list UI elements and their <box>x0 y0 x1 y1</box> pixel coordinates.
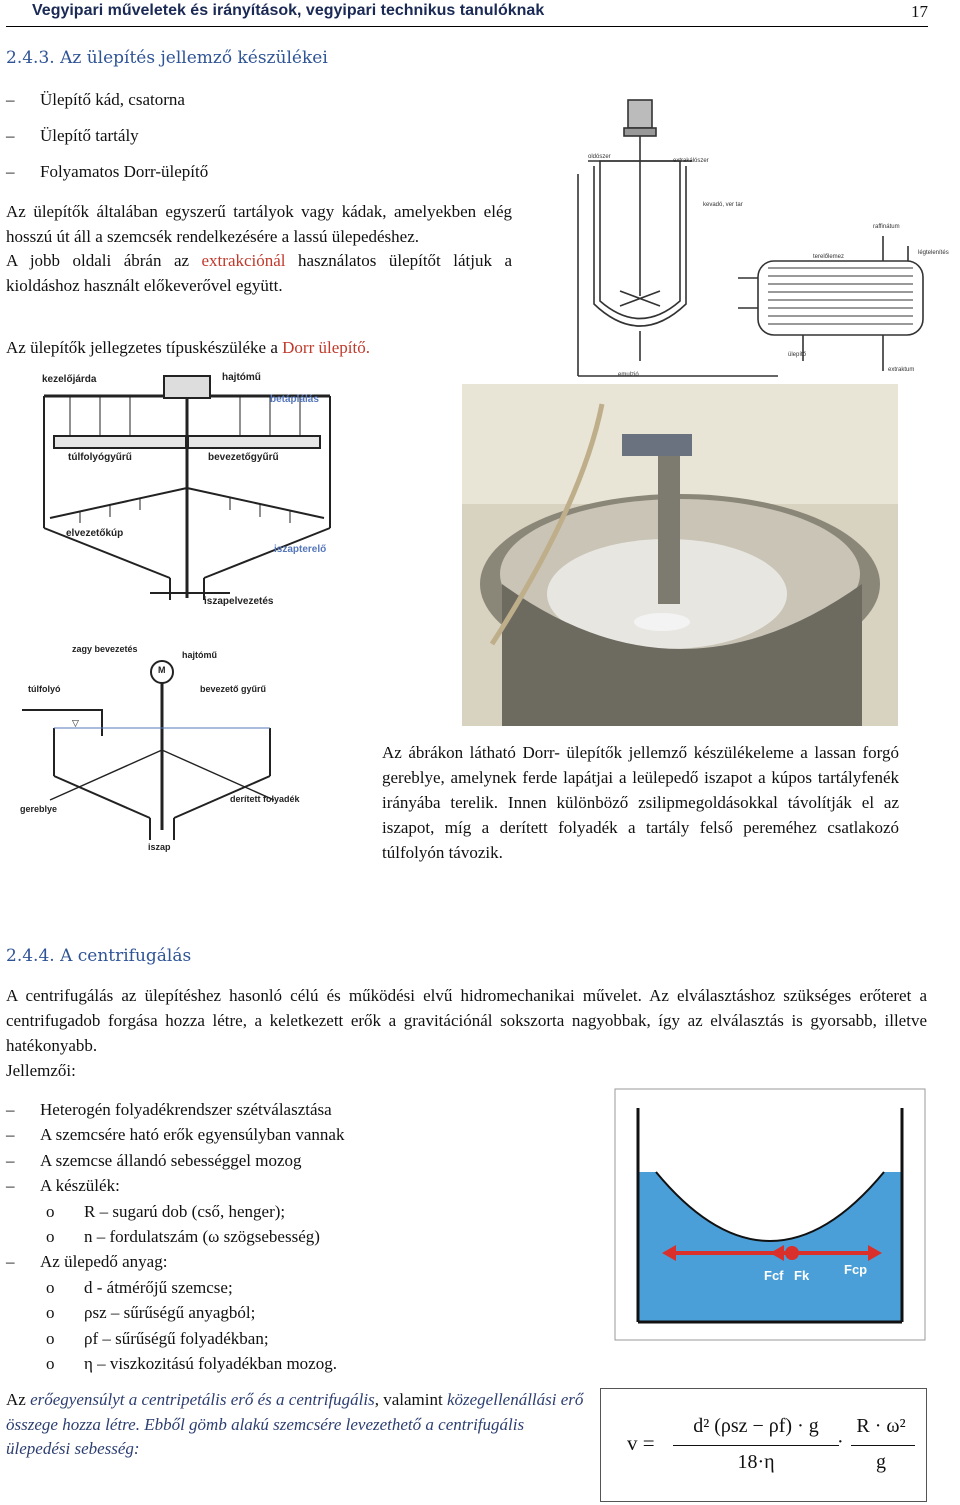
diagram-label: terelőlemez <box>813 254 845 260</box>
sedimentation-velocity-formula <box>600 1388 927 1502</box>
list-marker: o <box>46 1303 55 1323</box>
formula-dot: · <box>837 1431 844 1453</box>
list-item: – Az ülepedő anyag: <box>6 1249 606 1274</box>
formula-numerator-2: R · ω² <box>856 1415 906 1437</box>
list-item: – A készülék: <box>6 1173 606 1198</box>
diagram-label: ülepítő <box>788 352 807 358</box>
settler-photo <box>462 384 898 726</box>
list-item: o R – sugarú dob (cső, henger); <box>6 1199 606 1224</box>
list-marker: o <box>46 1277 55 1297</box>
paragraph-settlers: Az ülepítők általában egyszerű tartályok vagy kádak, amelyekben elég hosszú út áll a szemcsék rendelkezésére a lassú ülepedéshez. <box>6 202 512 246</box>
diagram-label: raffinátum <box>873 224 900 230</box>
italic-text: közegellenállási erő összege hozza létre. Ebből gömb alakú szemcsére levezethető a centrifugális ülepedési sebesség: <box>6 1390 584 1458</box>
label-iszap: iszap <box>148 842 171 852</box>
force-label-fk: Fk <box>794 1268 810 1283</box>
label-tulfolyo: túlfolyó <box>28 684 61 694</box>
label-kezelojarda: kezelőjárda <box>42 374 97 385</box>
header-title: Vegyipari műveletek és irányítások, vegyipari technikus tanulóknak <box>32 2 545 19</box>
label-zagy-bevezetes: zagy bevezetés <box>72 644 138 654</box>
dorr-settler-diagram-2 <box>10 640 340 862</box>
force-label-fcf: Fcf <box>764 1268 784 1283</box>
running-header <box>6 0 928 27</box>
list-item: – A szemcsére ható erők egyensúlyban vannak <box>6 1122 606 1147</box>
list-item: – Folyamatos Dorr-ülepítő <box>6 159 526 184</box>
fraction-bar <box>673 1445 839 1446</box>
list-item: o ρf – sűrűségű folyadékban; <box>6 1326 606 1351</box>
list-item: – A szemcse állandó sebességgel mozog <box>6 1148 606 1173</box>
label-jellemzoi: Jellemzői: <box>6 1061 76 1080</box>
list-marker: o <box>46 1227 55 1247</box>
diagram-label: emulzió <box>618 372 639 378</box>
label-bevezetogyuru: bevezetőgyűrű <box>208 452 279 463</box>
list-item: – Ülepítő tartály <box>6 123 526 148</box>
formula-numerator: d² (ρsz − ρf) · g <box>693 1415 819 1437</box>
list-item: – Ülepítő kád, csatorna <box>6 87 526 112</box>
label-hajtomu-2: hajtómű <box>182 650 217 660</box>
formula-lhs: v = <box>627 1431 655 1455</box>
paragraph-centrifugation: A centrifugálás az ülepítéshez hasonló célú és működési elvű hidromechanikai művelet. Az elválasztáshoz szükséges erőteret a centrifugadob forgása hozza létre, a keletkezett erők a gravitációnál sokszorta nagyobbak, így az elválasztás is gyorsabb, illetve hatékonyabb. <box>6 986 927 1055</box>
italic-text: erőegyensúlyt a centripetális erő és a centrifugális <box>30 1390 375 1409</box>
label-deritett-folyadek: derített folyadék <box>230 794 300 804</box>
list-marker: o <box>46 1328 55 1348</box>
label-bevezeto-gyuru: bevezető gyűrű <box>200 684 267 694</box>
list-item: o n – fordulatszám (ω szögsebesség) <box>6 1224 606 1249</box>
extractor-settler-diagram <box>548 86 960 386</box>
section-heading-2-4-3: 2.4.3. Az ülepítés jellemző készülékei <box>6 48 328 68</box>
list-marker: o <box>46 1354 55 1374</box>
formula-denominator: 18·η <box>737 1451 775 1473</box>
diagram-label: extraktum <box>888 367 915 373</box>
page-number: 17 <box>911 2 928 21</box>
paragraph-dorr-intro: Az ülepítők jellegzetes típuskészüléke a Dorr ülepítő. <box>6 338 370 357</box>
label-elvezetokup: elvezetőkúp <box>66 528 124 539</box>
svg-text:▽: ▽ <box>72 718 79 728</box>
highlight-dorr: Dorr ülepítő. <box>282 338 370 357</box>
centrifuge-force-figure <box>614 1088 926 1341</box>
diagram-label: kevadó, ver tar <box>703 202 743 208</box>
diagram-label: extrakálószer <box>673 158 709 164</box>
fraction-bar-2 <box>851 1445 915 1446</box>
list-item: o η – viszkozitású folyadékban mozog. <box>6 1351 606 1376</box>
highlight-extrakcio: extrakciónál <box>201 251 286 270</box>
motor-symbol: M <box>158 665 166 675</box>
list-item: o ρsz – sűrűségű anyagból; <box>6 1300 606 1325</box>
label-iszapterelo: iszapterelő <box>274 544 327 555</box>
label-tulfolyogyuru: túlfolyógyűrű <box>68 452 132 463</box>
section-heading-2-4-4: 2.4.4. A centrifugálás <box>6 946 192 966</box>
characteristics-list <box>6 1097 606 1376</box>
list-item: – Heterogén folyadékrendszer szétválasztása <box>6 1097 606 1122</box>
diagram-label: légtelenítés <box>918 250 949 256</box>
label-betaplalas: betáplálás <box>270 394 319 405</box>
paragraph-dorr-description: Az ábrákon látható Dorr- ülepítők jellemző készülékeleme a lassan forgó gereblye, amelynek ferde lapátjai a leülepedő iszapot a kúpos tartályfenék irányába terelik. Innen különböző zsilipmegoldásokkal távolítják el az iszapot, míg a derített folyadék a tartály felső pereméhez csatlakozó túlfolyón távozik. <box>382 743 899 862</box>
list-item: o d - átmérőjű szemcse; <box>6 1275 606 1300</box>
paragraph-force-balance: Az erőegyensúlyt a centripetális erő és a centrifugális, valamint közegellenállási erő összege hozza létre. Ebből gömb alakú szemcsére levezethető a centrifugális ülepedési sebesség: <box>6 1390 584 1458</box>
device-list <box>6 87 526 184</box>
paragraph-extraction: A jobb oldali ábrán az extrakciónál használatos ülepítőt látjuk a kioldáshoz használt előkeverővel együtt. <box>6 251 512 295</box>
label-hajtomu: hajtómű <box>222 372 261 383</box>
formula-denominator-2: g <box>876 1451 886 1473</box>
diagram-label: oldószer <box>588 154 611 160</box>
list-marker: o <box>46 1201 55 1221</box>
label-iszapelvezetes: iszapelvezetés <box>204 596 274 607</box>
force-label-fcp: Fcp <box>844 1262 868 1277</box>
dorr-settler-diagram-1 <box>30 368 350 618</box>
label-gereblye: gereblye <box>20 804 58 814</box>
